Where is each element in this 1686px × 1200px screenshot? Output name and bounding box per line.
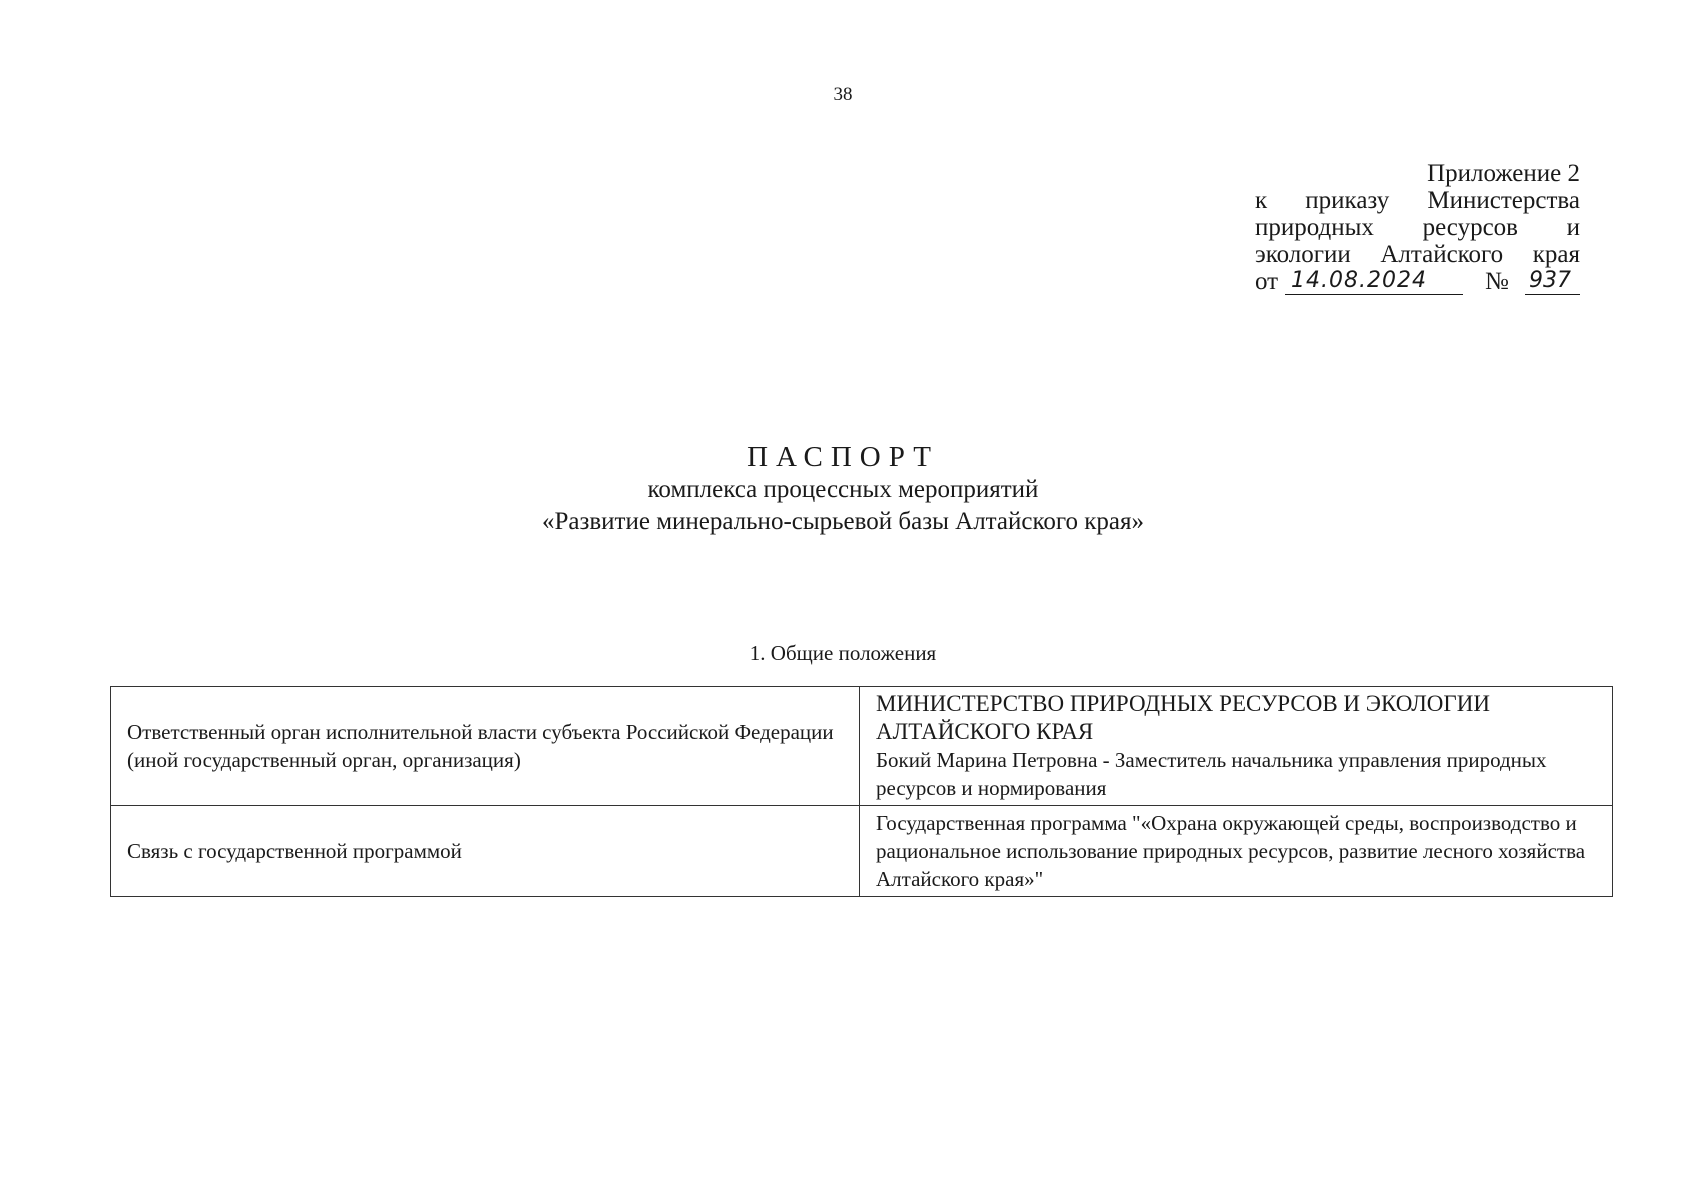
general-provisions-table xyxy=(110,686,1613,897)
table-row xyxy=(111,806,1613,897)
appendix-line-2: к приказу Министерства xyxy=(1255,187,1580,214)
document-title: ПАСПОРТ xyxy=(747,441,939,473)
responsible-person: Бокий Марина Петровна - Заместитель начальника управления природных ресурсов и нормирования xyxy=(876,748,1547,800)
section-heading: 1. Общие положения xyxy=(749,641,937,665)
appendix-line-4: экологии Алтайского края xyxy=(1255,241,1580,268)
order-from-label: от xyxy=(1255,268,1279,295)
table-row xyxy=(111,687,1613,806)
appendix-title: Приложение 2 xyxy=(1427,160,1580,187)
order-number-sign: № xyxy=(1485,268,1509,295)
table-cell-value: Государственная программа "«Охрана окружающей среды, воспроизводство и рациональное использование природных ресурсов, развитие лесного хозяйства Алтайского края»" xyxy=(860,806,1613,897)
table-cell-label: Связь с государственной программой xyxy=(111,806,860,897)
order-number-handwritten: 937 xyxy=(1525,268,1580,295)
appendix-line-3: природных ресурсов и xyxy=(1255,214,1580,241)
table-cell-label: Ответственный орган исполнительной власти субъекта Российской Федерации (иной государственный орган, организация) xyxy=(111,687,860,806)
appendix-block xyxy=(1255,160,1580,295)
table-cell-value xyxy=(860,687,1613,806)
page-number: 38 xyxy=(833,84,853,105)
document-subtitle-2: «Развитие минерально-сырьевой базы Алтайского края» xyxy=(541,508,1144,535)
document-subtitle-1: комплекса процессных мероприятий xyxy=(647,476,1039,503)
responsible-organization: МИНИСТЕРСТВО ПРИРОДНЫХ РЕСУРСОВ И ЭКОЛОГИИ АЛТАЙСКОГО КРАЯ xyxy=(876,691,1490,744)
order-details xyxy=(1255,268,1580,295)
title-block xyxy=(0,440,1686,538)
order-date-handwritten: 14.08.2024 xyxy=(1285,268,1463,295)
